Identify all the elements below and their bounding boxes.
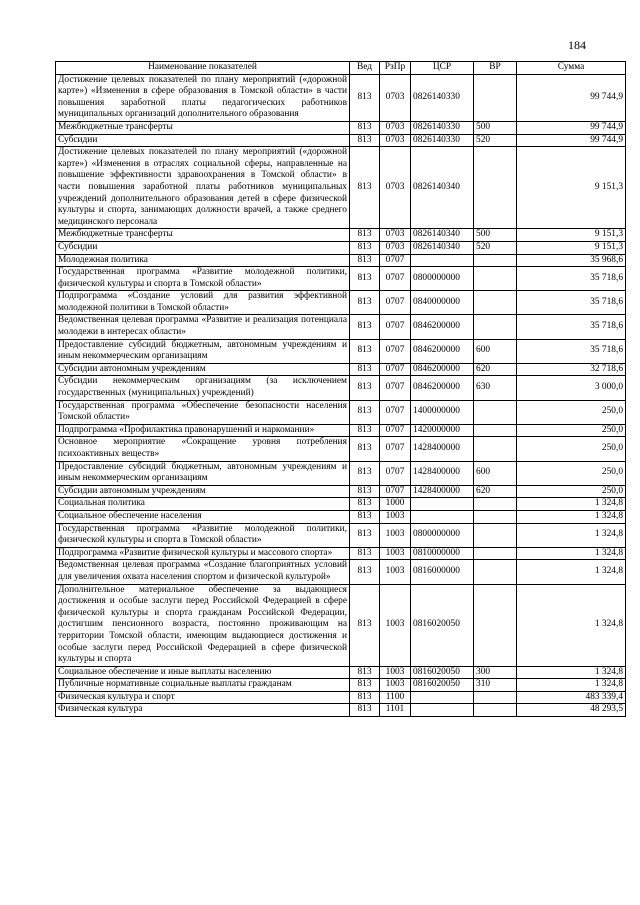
cell-sum: 1 324,8 xyxy=(517,679,626,692)
cell-name: Межбюджетные трансферты xyxy=(56,121,350,134)
cell-vr xyxy=(474,584,517,666)
cell-name: Подпрограмма «Профилактика правонарушений и наркомании» xyxy=(56,424,350,437)
table-body xyxy=(56,74,626,716)
table-row xyxy=(56,229,626,242)
cell-rzpr: 0707 xyxy=(380,254,411,267)
cell-rzpr: 0707 xyxy=(380,400,411,424)
cell-name: Физическая культура и спорт xyxy=(56,691,350,704)
cell-ved: 813 xyxy=(350,560,380,584)
cell-sum: 250,0 xyxy=(517,461,626,485)
cell-vr xyxy=(474,704,517,717)
cell-ved: 813 xyxy=(350,437,380,461)
cell-csr: 0810000000 xyxy=(411,547,474,560)
cell-csr: 0816020050 xyxy=(411,584,474,666)
cell-name: Субсидии некоммерческим организациям (за исключением государственных (муниципальных) учреждений) xyxy=(56,376,350,400)
cell-name: Достижение целевых показателей по плану мероприятий («дорожной карте») «Изменения в отраслях социальной сферы, направленные на повышение эффективности здравоохранения в Томской области» в части повышения заработной платы работников муниципальных учреждений дополнительного образования детей в сфере физической культуры и спорта, занимающих должности врачей, а также среднего медицинского персонала xyxy=(56,147,350,229)
column-header-vr: ВР xyxy=(474,62,517,75)
cell-rzpr: 0707 xyxy=(380,376,411,400)
cell-rzpr: 0703 xyxy=(380,121,411,134)
cell-csr: 0840000000 xyxy=(411,291,474,315)
cell-name: Ведомственная целевая программа «Создание благоприятных условий для увеличения охвата населения спортом и физической культурой» xyxy=(56,560,350,584)
cell-rzpr: 1100 xyxy=(380,691,411,704)
table-row xyxy=(56,691,626,704)
cell-name: Публичные нормативные социальные выплаты гражданам xyxy=(56,679,350,692)
table-row xyxy=(56,510,626,523)
cell-rzpr: 1003 xyxy=(380,679,411,692)
cell-csr: 0816020050 xyxy=(411,666,474,679)
cell-ved: 813 xyxy=(350,523,380,547)
cell-sum: 250,0 xyxy=(517,437,626,461)
cell-sum: 35 718,6 xyxy=(517,339,626,363)
cell-vr xyxy=(474,498,517,511)
cell-ved: 813 xyxy=(350,241,380,254)
cell-rzpr: 1101 xyxy=(380,704,411,717)
cell-rzpr: 0707 xyxy=(380,461,411,485)
cell-csr: 0826140330 xyxy=(411,74,474,121)
cell-rzpr: 0703 xyxy=(380,241,411,254)
table-row xyxy=(56,437,626,461)
cell-name: Субсидии xyxy=(56,241,350,254)
cell-ved: 813 xyxy=(350,400,380,424)
cell-ved: 813 xyxy=(350,461,380,485)
cell-rzpr: 0707 xyxy=(380,437,411,461)
table-header-row xyxy=(56,62,626,75)
cell-csr: 0826140330 xyxy=(411,121,474,134)
cell-vr xyxy=(474,400,517,424)
budget-table xyxy=(55,61,626,717)
cell-sum: 483 339,4 xyxy=(517,691,626,704)
cell-ved: 813 xyxy=(350,584,380,666)
cell-ved: 813 xyxy=(350,510,380,523)
cell-csr: 1420000000 xyxy=(411,424,474,437)
table-row xyxy=(56,147,626,229)
cell-csr: 0800000000 xyxy=(411,523,474,547)
cell-vr: 630 xyxy=(474,376,517,400)
cell-rzpr: 0707 xyxy=(380,424,411,437)
cell-vr: 300 xyxy=(474,666,517,679)
table-row xyxy=(56,121,626,134)
cell-rzpr: 0707 xyxy=(380,339,411,363)
cell-name: Подпрограмма «Создание условий для развития эффективной молодежной политики в Томской области» xyxy=(56,291,350,315)
cell-vr xyxy=(474,291,517,315)
cell-ved: 813 xyxy=(350,363,380,376)
table-row xyxy=(56,254,626,267)
table-row xyxy=(56,134,626,147)
cell-csr xyxy=(411,498,474,511)
cell-ved: 813 xyxy=(350,315,380,339)
table-row xyxy=(56,267,626,291)
cell-ved: 813 xyxy=(350,691,380,704)
cell-sum: 9 151,3 xyxy=(517,147,626,229)
cell-rzpr: 0707 xyxy=(380,291,411,315)
cell-rzpr: 0703 xyxy=(380,147,411,229)
cell-sum: 32 718,6 xyxy=(517,363,626,376)
cell-sum: 99 744,9 xyxy=(517,74,626,121)
cell-csr: 0816020050 xyxy=(411,679,474,692)
cell-sum: 99 744,9 xyxy=(517,121,626,134)
cell-sum: 1 324,8 xyxy=(517,498,626,511)
table-row xyxy=(56,376,626,400)
cell-name: Государственная программа «Развитие молодежной политики, физической культуры и спорта в Томской области» xyxy=(56,523,350,547)
cell-csr: 1428400000 xyxy=(411,437,474,461)
cell-vr: 310 xyxy=(474,679,517,692)
cell-ved: 813 xyxy=(350,547,380,560)
cell-ved: 813 xyxy=(350,679,380,692)
cell-vr: 600 xyxy=(474,339,517,363)
cell-csr: 0816000000 xyxy=(411,560,474,584)
cell-vr xyxy=(474,547,517,560)
cell-ved: 813 xyxy=(350,291,380,315)
cell-ved: 813 xyxy=(350,485,380,498)
cell-vr xyxy=(474,560,517,584)
cell-name: Дополнительное материальное обеспечение за выдающиеся достижения и особые заслуги перед Российской Федерацией в сфере физической культуры и спорта гражданам Российской Федерации, достигшим пенсионного возраста, постоянно проживающим на территории Томской области, имеющим выдающиеся достижения и особые заслуги перед Российской Федерацией в сфере физической культуры и спорта xyxy=(56,584,350,666)
cell-name: Социальное обеспечение населения xyxy=(56,510,350,523)
cell-rzpr: 1003 xyxy=(380,547,411,560)
cell-name: Предоставление субсидий бюджетным, автономным учреждениям и иным некоммерческим организациям xyxy=(56,339,350,363)
column-header-name: Наименование показателей xyxy=(56,62,350,75)
cell-csr xyxy=(411,691,474,704)
table-row xyxy=(56,547,626,560)
cell-ved: 813 xyxy=(350,229,380,242)
cell-csr: 0846200000 xyxy=(411,363,474,376)
cell-vr xyxy=(474,315,517,339)
column-header-sum: Сумма xyxy=(517,62,626,75)
table-row xyxy=(56,74,626,121)
cell-vr xyxy=(474,267,517,291)
cell-sum: 250,0 xyxy=(517,485,626,498)
cell-sum: 1 324,8 xyxy=(517,666,626,679)
cell-csr: 0826140340 xyxy=(411,229,474,242)
cell-ved: 813 xyxy=(350,254,380,267)
table-row xyxy=(56,424,626,437)
cell-name: Предоставление субсидий бюджетным, автономным учреждениям и иным некоммерческим организациям xyxy=(56,461,350,485)
cell-rzpr: 0703 xyxy=(380,134,411,147)
cell-csr: 0826140330 xyxy=(411,134,474,147)
cell-rzpr: 1003 xyxy=(380,560,411,584)
cell-name: Подпрограмма «Развитие физической культуры и массового спорта» xyxy=(56,547,350,560)
cell-sum: 1 324,8 xyxy=(517,584,626,666)
cell-name: Ведомственная целевая программа «Развитие и реализация потенциала молодежи в интересах области» xyxy=(56,315,350,339)
column-header-rzpr: РзПр xyxy=(380,62,411,75)
cell-sum: 1 324,8 xyxy=(517,560,626,584)
cell-vr: 620 xyxy=(474,485,517,498)
cell-sum: 9 151,3 xyxy=(517,229,626,242)
cell-csr xyxy=(411,254,474,267)
cell-ved: 813 xyxy=(350,376,380,400)
cell-vr: 520 xyxy=(474,134,517,147)
cell-ved: 813 xyxy=(350,267,380,291)
cell-csr: 0846200000 xyxy=(411,315,474,339)
cell-sum: 35 968,6 xyxy=(517,254,626,267)
cell-sum: 1 324,8 xyxy=(517,510,626,523)
table-row xyxy=(56,704,626,717)
cell-vr xyxy=(474,254,517,267)
cell-csr: 0826140340 xyxy=(411,147,474,229)
cell-ved: 813 xyxy=(350,704,380,717)
cell-ved: 813 xyxy=(350,74,380,121)
cell-vr xyxy=(474,437,517,461)
cell-name: Молодежная политика xyxy=(56,254,350,267)
table-row xyxy=(56,400,626,424)
cell-name: Субсидии автономным учреждениям xyxy=(56,363,350,376)
cell-rzpr: 0703 xyxy=(380,74,411,121)
cell-sum: 99 744,9 xyxy=(517,134,626,147)
table-row xyxy=(56,584,626,666)
cell-vr: 500 xyxy=(474,121,517,134)
cell-vr: 600 xyxy=(474,461,517,485)
cell-vr xyxy=(474,424,517,437)
cell-sum: 35 718,6 xyxy=(517,315,626,339)
cell-rzpr: 0707 xyxy=(380,363,411,376)
table-row xyxy=(56,461,626,485)
cell-rzpr: 0707 xyxy=(380,485,411,498)
cell-rzpr: 1000 xyxy=(380,498,411,511)
table-row xyxy=(56,315,626,339)
cell-name: Основное мероприятие «Сокращение уровня потребления психоактивных веществ» xyxy=(56,437,350,461)
cell-rzpr: 1003 xyxy=(380,666,411,679)
cell-sum: 3 000,0 xyxy=(517,376,626,400)
cell-csr: 0800000000 xyxy=(411,267,474,291)
cell-csr xyxy=(411,510,474,523)
cell-csr: 0826140340 xyxy=(411,241,474,254)
cell-ved: 813 xyxy=(350,666,380,679)
cell-rzpr: 0707 xyxy=(380,267,411,291)
cell-ved: 813 xyxy=(350,424,380,437)
cell-vr xyxy=(474,74,517,121)
cell-name: Субсидии xyxy=(56,134,350,147)
cell-vr xyxy=(474,523,517,547)
cell-ved: 813 xyxy=(350,147,380,229)
cell-rzpr: 0707 xyxy=(380,315,411,339)
table-row xyxy=(56,291,626,315)
cell-ved: 813 xyxy=(350,339,380,363)
table-row xyxy=(56,523,626,547)
cell-csr xyxy=(411,704,474,717)
page-number: 184 xyxy=(568,38,586,52)
cell-sum: 9 151,3 xyxy=(517,241,626,254)
table-row xyxy=(56,560,626,584)
table-row xyxy=(56,363,626,376)
cell-vr: 500 xyxy=(474,229,517,242)
cell-sum: 1 324,8 xyxy=(517,547,626,560)
cell-csr: 0846200000 xyxy=(411,339,474,363)
cell-name: Социальное обеспечение и иные выплаты населению xyxy=(56,666,350,679)
cell-ved: 813 xyxy=(350,121,380,134)
cell-vr xyxy=(474,147,517,229)
cell-ved: 813 xyxy=(350,134,380,147)
column-header-csr: ЦСР xyxy=(411,62,474,75)
cell-vr xyxy=(474,510,517,523)
cell-sum: 1 324,8 xyxy=(517,523,626,547)
cell-name: Физическая культура xyxy=(56,704,350,717)
cell-csr: 1428400000 xyxy=(411,485,474,498)
table-row xyxy=(56,241,626,254)
cell-vr: 520 xyxy=(474,241,517,254)
table-row xyxy=(56,498,626,511)
table-row xyxy=(56,666,626,679)
cell-rzpr: 0703 xyxy=(380,229,411,242)
cell-vr: 620 xyxy=(474,363,517,376)
cell-vr xyxy=(474,691,517,704)
cell-name: Достижение целевых показателей по плану мероприятий («дорожной карте») «Изменения в сфере образования в Томской области» в части повышения заработной платы педагогических работников муниципальных организаций дополнительного образования xyxy=(56,74,350,121)
cell-rzpr: 1003 xyxy=(380,523,411,547)
cell-csr: 1428400000 xyxy=(411,461,474,485)
cell-sum: 48 293,5 xyxy=(517,704,626,717)
cell-sum: 35 718,6 xyxy=(517,291,626,315)
cell-rzpr: 1003 xyxy=(380,584,411,666)
cell-name: Субсидии автономным учреждениям xyxy=(56,485,350,498)
cell-name: Государственная программа «Обеспечение безопасности населения Томской области» xyxy=(56,400,350,424)
table-row xyxy=(56,339,626,363)
cell-csr: 0846200000 xyxy=(411,376,474,400)
cell-sum: 250,0 xyxy=(517,400,626,424)
cell-sum: 35 718,6 xyxy=(517,267,626,291)
cell-csr: 1400000000 xyxy=(411,400,474,424)
column-header-ved: Вед xyxy=(350,62,380,75)
cell-ved: 813 xyxy=(350,498,380,511)
cell-name: Межбюджетные трансферты xyxy=(56,229,350,242)
cell-name: Социальная политика xyxy=(56,498,350,511)
cell-name: Государственная программа «Развитие молодежной политики, физической культуры и спорта в Томской области» xyxy=(56,267,350,291)
table-row xyxy=(56,679,626,692)
cell-sum: 250,0 xyxy=(517,424,626,437)
table-row xyxy=(56,485,626,498)
cell-rzpr: 1003 xyxy=(380,510,411,523)
